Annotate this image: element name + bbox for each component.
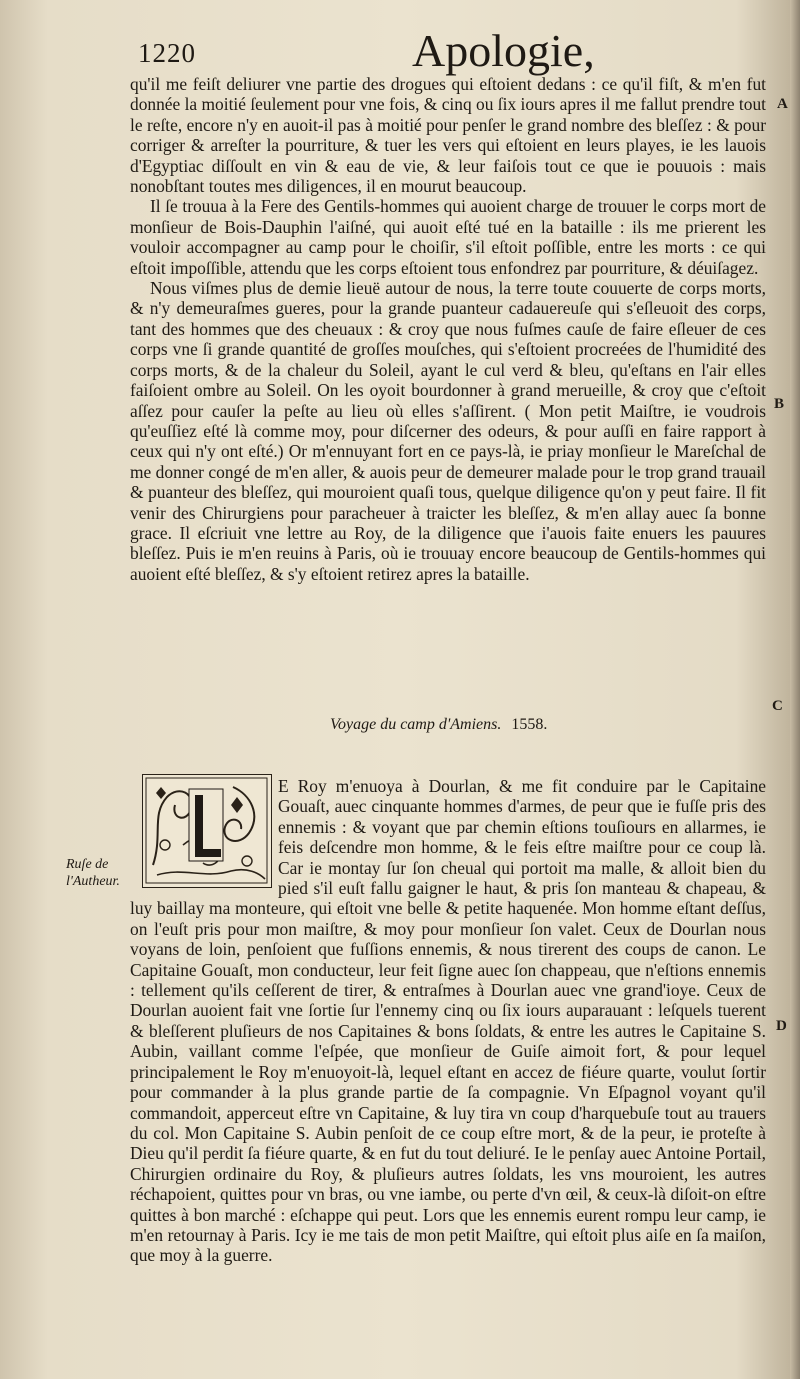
page-edge-shadow <box>790 0 800 1379</box>
paragraph: E Roy m'enuoya à Dourlan, & me fit conduire par le Capitaine Gouaſt, auec cinquante hommes d'armes, de peur que ie fuſſe pris des ennemis : & voyant que par chemin eſtions touſiours en allarmes, ie feis deſcendre mon homme, & le feis eſtre maiſtre pour ce coup là. Car ie montay ſur ſon cheual qui portoit ma malle, & alloit bien du pied s'il euſt fallu gaigner le haut, & pris ſon manteau & chapeau, & luy baillay ma monteure, qui eſtoit vne belle & petite haquenée. Mon homme eſtant deſſus, on l'euſt pris pour mon maiſtre, & moy pour monſieur ſon valet. Ceux de Dourlan nous voyans de loin, penſoient que fuſſions ennemis, & nous tirerent des coups de canon. Le Capitaine Gouaſt, mon conducteur, leur feit ſigne auec ſon chappeau, que n'eſtions ennemis : tellement qu'ils ceſſerent de tirer, & entraſmes à Dourlan auec vne grand'ioye. Ceux de Dourlan auoient fait vne ſortie ſur l'ennemy cinq ou ſix iours auparauant : leſquels tuerent & bleſſerent pluſieurs de nos Capitaines & bons ſoldats, & entre les autres le Capitaine S. Aubin, vaillant comme l'eſpée, que monſieur de Guiſe aimoit fort, & pour lequel principalement le Roy m'enuoyoit-là, lequel eſtant en accez de fiéure quarte, voulut ſortir pour commander à la plus grande partie de ſa compagnie. Vn Eſpagnol voyant qu'il commandoit, apperceut eſtre vn Capitaine, & luy tira vn coup d'harquebuſe tout au trauers du col. Mon Capitaine S. Aubin penſoit de ce coup eſtre mort, & de la peur, ie proteſte à Dieu qu'il perdit ſa fiéure quarte, & en fut du tout deliuré. Ie le penſay auec Antoine Portail, Chirurgien ordinaire du Roy, & pluſieurs autres ſoldats, les vns mouroient, les autres réchapoient, quittes pour vn bras, ou vne iambe, ou perte d'vn œil, & ceux-là diſoit-on eſtre quittes à bon marché : eſchappe qui peut. Lors que les ennemis eurent rompu leur camp, ie m'en retournay à Paris. Icy ie me tais de mon petit Maiſtre, qui eſtoit plus aiſe en ſa maiſon, que moy à la guerre. <box>130 776 766 1266</box>
page-number: 1220 <box>138 38 196 68</box>
margin-letter-c: C <box>772 698 783 714</box>
margin-note: Ruſe de l'Autheur. <box>66 857 120 889</box>
dropcap-space <box>130 776 278 891</box>
text-block-top <box>130 74 766 584</box>
paragraph: Nous viſmes plus de demie lieuë autour de nous, la terre toute couuerte de corps morts, & n'y demeuraſmes gueres, pour la grande puanteur cadauereuſe qui s'eſleuoit des corps, tant des hommes que des cheuaux : & croy que nous fuſmes cauſe de faire eſleuer de ces corps vne ſi grande quantité de groſſes mouſches, qui s'eſtoient procreées de l'humidité des corps morts, & de la chaleur du Soleil, ayant le cul verd & bleu, qu'eſtans en l'air elles faiſoient ombre au Soleil. On les oyoit bourdonner à grand merueille, & croy que c'eſtoit aſſez pour cauſer la peſte au lieu où elles s'aſſirent. ( Mon petit Maiſtre, ie voudrois qu'euſſiez eſté là comme moy, pour diſcerner des odeurs, & pour auſſi en faire rapport à ceux qui n'y ont eſté.) Or m'ennuyant fort en ce pays-là, ie priay monſieur le Mareſchal de me donner congé de m'en aller, & auois peur de demeurer malade pour le trop grand trauail & puanteur des bleſſez, qui mouroient quaſi tous, quelque diligence qu'on y peut faire. Il fit venir des Chirurgiens pour paracheuer à traicter les bleſſez, & m'en allay auec ſa bonne grace. Il eſcriuit vne lettre au Roy, de la diligence que i'auois faite enuers les pauures bleſſez. Puis ie m'en reuins à Paris, où ie trouuay encore beaucoup de Gentils-hommes qui auoient eſté bleſſez, & s'y eſtoient retirez apres la bataille. <box>130 278 766 584</box>
running-title: Apologie, <box>412 25 595 76</box>
text-block-bottom <box>130 776 766 1266</box>
section-year: 1558. <box>511 716 548 733</box>
paragraph: qu'il me feiſt deliurer vne partie des drogues qui eſtoient dedans : ce qu'il fiſt, & m'en fut donnée la moitié ſeulement pour vne fois, & cinq ou ſix iours apres il me fallut prendre tout le reſte, encore n'y en auoit-il pas à moitié pour penſer le grand nombre des bleſſez : & pour corriger & arreſter la pourriture, & tuer les vers qui eſtoient en leurs playes, ie les lauois d'Egyptiac diſſoult en vin & eau de vie, & leur faiſois tout ce que ie pouuois : mais nonobſtant toutes mes diligences, il en mourut beaucoup. <box>130 74 766 197</box>
section-title: Voyage du camp d'Amiens. <box>330 716 502 733</box>
margin-letter-b: B <box>774 396 785 412</box>
paragraph: Il ſe trouua à la Fere des Gentils-hommes qui auoient charge de trouuer le corps mort de monſieur de Bois-Dauphin l'aiſné, qui auoit eſté tué en la bataille : ils me prierent les vouloir accompagner au camp pour le choiſir, s'il eſtoit poſſible, entre les morts : ce qui eſtoit impoſſible, attendu que les corps eſtoient tous enfondrez par pourriture, & déuiſagez. <box>130 196 766 278</box>
section-heading <box>330 716 547 734</box>
margin-letter-d: D <box>776 1018 787 1034</box>
margin-letter-a: A <box>777 96 788 112</box>
page-header <box>0 0 800 75</box>
